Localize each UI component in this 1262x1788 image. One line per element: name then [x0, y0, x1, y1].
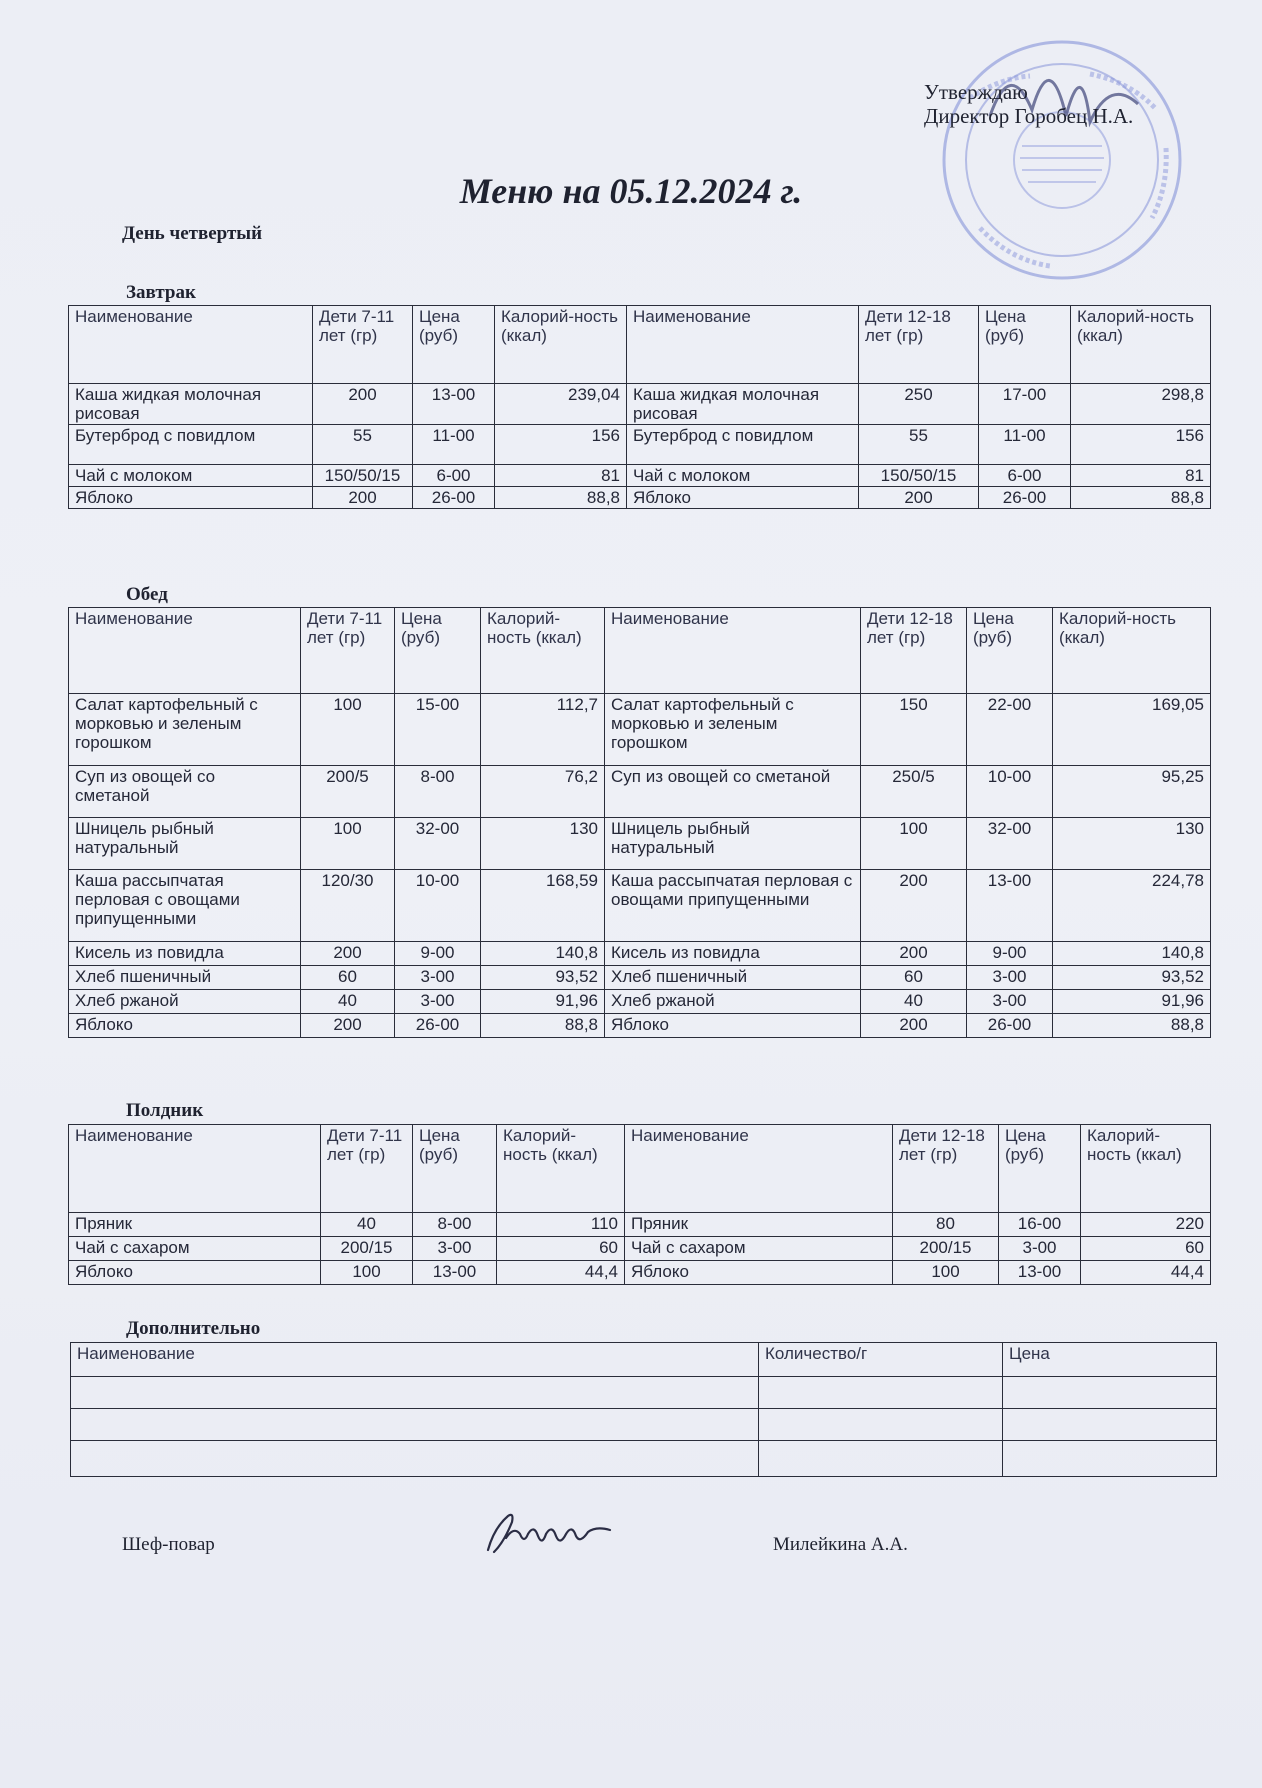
table-header-row [69, 1125, 1211, 1213]
price: 6-00 [979, 465, 1071, 487]
dish-name: Кисель из повидла [605, 942, 861, 966]
stamp-seal-icon [940, 38, 1185, 283]
col-header: Наименование [605, 608, 861, 694]
portion: 200/5 [301, 766, 395, 818]
calories: 60 [497, 1237, 625, 1261]
col-header: Наименование [69, 608, 301, 694]
table-row [69, 818, 1211, 870]
approval-director: Директор Горобец Н.А. [924, 104, 1134, 128]
col-header: Цена [1003, 1343, 1217, 1377]
approval-block [924, 80, 1133, 128]
col-header: Наименование [69, 306, 313, 384]
table-row [71, 1409, 1217, 1441]
table-row [69, 870, 1211, 942]
portion: 40 [301, 990, 395, 1014]
col-header: Дети 12-18 лет (гр) [859, 306, 979, 384]
dish-name: Хлеб ржаной [69, 990, 301, 1014]
portion: 250 [859, 384, 979, 425]
dish-name: Шницель рыбный натуральный [605, 818, 861, 870]
col-header: Дети 12-18 лет (гр) [893, 1125, 999, 1213]
portion: 200/15 [893, 1237, 999, 1261]
day-label: День четвертый [122, 223, 263, 244]
table-row [69, 487, 1211, 509]
calories: 168,59 [481, 870, 605, 942]
calories: 112,7 [481, 694, 605, 766]
calories: 88,8 [1053, 1014, 1211, 1038]
price: 8-00 [395, 766, 481, 818]
price: 10-00 [967, 766, 1053, 818]
table-row [71, 1441, 1217, 1477]
col-header: Наименование [625, 1125, 893, 1213]
price: 26-00 [395, 1014, 481, 1038]
table-row [69, 942, 1211, 966]
calories: 110 [497, 1213, 625, 1237]
price: 13-00 [413, 1261, 497, 1285]
calories: 88,8 [1071, 487, 1211, 509]
dish-name: Чай с сахаром [625, 1237, 893, 1261]
portion: 100 [893, 1261, 999, 1285]
empty-cell [759, 1441, 1003, 1477]
portion: 250/5 [861, 766, 967, 818]
dish-name: Каша жидкая молочная рисовая [627, 384, 859, 425]
dish-name: Яблоко [627, 487, 859, 509]
dish-name: Суп из овощей со сметаной [605, 766, 861, 818]
calories: 156 [495, 425, 627, 465]
portion: 200 [861, 942, 967, 966]
table-row [69, 425, 1211, 465]
portion: 200/15 [321, 1237, 413, 1261]
dish-name: Пряник [625, 1213, 893, 1237]
portion: 40 [321, 1213, 413, 1237]
portion: 200 [859, 487, 979, 509]
empty-cell [1003, 1409, 1217, 1441]
calories: 156 [1071, 425, 1211, 465]
portion: 150/50/15 [859, 465, 979, 487]
price: 15-00 [395, 694, 481, 766]
table-row [69, 694, 1211, 766]
calories: 44,4 [497, 1261, 625, 1285]
price: 17-00 [979, 384, 1071, 425]
dish-name: Каша рассыпчатая перловая с овощами припущенными [69, 870, 301, 942]
price: 3-00 [413, 1237, 497, 1261]
snack-label: Полдник [126, 1100, 204, 1121]
price: 22-00 [967, 694, 1053, 766]
dish-name: Яблоко [69, 1014, 301, 1038]
approval-line: Утверждаю [924, 80, 1028, 104]
portion: 120/30 [301, 870, 395, 942]
dish-name: Чай с молоком [627, 465, 859, 487]
col-header: Количество/г [759, 1343, 1003, 1377]
col-header: Наименование [69, 1125, 321, 1213]
table-row [71, 1377, 1217, 1409]
calories: 95,25 [1053, 766, 1211, 818]
signature-icon [484, 1508, 614, 1558]
calories: 239,04 [495, 384, 627, 425]
col-header: Цена (руб) [413, 306, 495, 384]
calories: 130 [1053, 818, 1211, 870]
portion: 150 [861, 694, 967, 766]
portion: 100 [301, 694, 395, 766]
portion: 200 [301, 1014, 395, 1038]
portion: 200 [313, 487, 413, 509]
dish-name: Салат картофельный с морковью и зеленым горошком [69, 694, 301, 766]
portion: 80 [893, 1213, 999, 1237]
table-row [69, 1237, 1211, 1261]
calories: 81 [495, 465, 627, 487]
price: 3-00 [967, 990, 1053, 1014]
dish-name: Суп из овощей со сметаной [69, 766, 301, 818]
col-header: Калорий-ность (ккал) [1071, 306, 1211, 384]
table-row [69, 990, 1211, 1014]
dish-name: Хлеб пшеничный [605, 966, 861, 990]
price: 26-00 [967, 1014, 1053, 1038]
calories: 44,4 [1081, 1261, 1211, 1285]
dish-name: Яблоко [69, 1261, 321, 1285]
col-header: Калорий-ность (ккал) [481, 608, 605, 694]
calories: 130 [481, 818, 605, 870]
price: 16-00 [999, 1213, 1081, 1237]
col-header: Дети 7-11 лет (гр) [301, 608, 395, 694]
calories: 81 [1071, 465, 1211, 487]
calories: 91,96 [1053, 990, 1211, 1014]
dish-name: Каша жидкая молочная рисовая [69, 384, 313, 425]
price: 3-00 [395, 966, 481, 990]
dish-name: Салат картофельный с морковью и зеленым горошком [605, 694, 861, 766]
col-header: Калорий-ность (ккал) [1081, 1125, 1211, 1213]
portion: 55 [313, 425, 413, 465]
calories: 76,2 [481, 766, 605, 818]
calories: 169,05 [1053, 694, 1211, 766]
empty-cell [759, 1409, 1003, 1441]
portion: 100 [861, 818, 967, 870]
empty-cell [759, 1377, 1003, 1409]
table-row [69, 1213, 1211, 1237]
portion: 60 [861, 966, 967, 990]
dish-name: Яблоко [605, 1014, 861, 1038]
lunch-table [68, 607, 1211, 1038]
price: 10-00 [395, 870, 481, 942]
price: 32-00 [395, 818, 481, 870]
calories: 93,52 [481, 966, 605, 990]
empty-cell [1003, 1441, 1217, 1477]
calories: 140,8 [481, 942, 605, 966]
portion: 100 [321, 1261, 413, 1285]
breakfast-table [68, 305, 1211, 509]
col-header: Цена (руб) [999, 1125, 1081, 1213]
calories: 91,96 [481, 990, 605, 1014]
dish-name: Бутерброд с повидлом [69, 425, 313, 465]
price: 11-00 [979, 425, 1071, 465]
dish-name: Пряник [69, 1213, 321, 1237]
lunch-label: Обед [126, 584, 168, 605]
portion: 200 [301, 942, 395, 966]
calories: 220 [1081, 1213, 1211, 1237]
portion: 200 [861, 870, 967, 942]
dish-name: Кисель из повидла [69, 942, 301, 966]
portion: 40 [861, 990, 967, 1014]
price: 8-00 [413, 1213, 497, 1237]
col-header: Калорий-ность (ккал) [1053, 608, 1211, 694]
col-header: Калорий-ность (ккал) [495, 306, 627, 384]
extra-table [70, 1342, 1217, 1477]
table-header-row [71, 1343, 1217, 1377]
col-header: Цена (руб) [979, 306, 1071, 384]
col-header: Калорий-ность (ккал) [497, 1125, 625, 1213]
calories: 88,8 [481, 1014, 605, 1038]
price: 3-00 [967, 966, 1053, 990]
price: 3-00 [395, 990, 481, 1014]
breakfast-label: Завтрак [126, 282, 196, 303]
empty-cell [71, 1377, 759, 1409]
portion: 150/50/15 [313, 465, 413, 487]
empty-cell [1003, 1377, 1217, 1409]
empty-cell [71, 1409, 759, 1441]
table-row [69, 1014, 1211, 1038]
col-header: Цена (руб) [413, 1125, 497, 1213]
price: 6-00 [413, 465, 495, 487]
chef-name: Милейкина А.А. [773, 1534, 908, 1555]
portion: 55 [859, 425, 979, 465]
price: 13-00 [967, 870, 1053, 942]
portion: 60 [301, 966, 395, 990]
dish-name: Чай с молоком [69, 465, 313, 487]
extra-label: Дополнительно [126, 1318, 261, 1339]
price: 9-00 [395, 942, 481, 966]
col-header: Дети 12-18 лет (гр) [861, 608, 967, 694]
empty-cell [71, 1441, 759, 1477]
price: 13-00 [999, 1261, 1081, 1285]
dish-name: Яблоко [69, 487, 313, 509]
price: 3-00 [999, 1237, 1081, 1261]
table-row [69, 384, 1211, 425]
col-header: Дети 7-11 лет (гр) [313, 306, 413, 384]
price: 11-00 [413, 425, 495, 465]
calories: 60 [1081, 1237, 1211, 1261]
col-header: Дети 7-11 лет (гр) [321, 1125, 413, 1213]
dish-name: Хлеб пшеничный [69, 966, 301, 990]
portion: 100 [301, 818, 395, 870]
col-header: Цена (руб) [395, 608, 481, 694]
dish-name: Каша рассыпчатая перловая с овощами припущенными [605, 870, 861, 942]
dish-name: Чай с сахаром [69, 1237, 321, 1261]
calories: 88,8 [495, 487, 627, 509]
price: 26-00 [979, 487, 1071, 509]
table-row [69, 1261, 1211, 1285]
table-row [69, 766, 1211, 818]
dish-name: Хлеб ржаной [605, 990, 861, 1014]
calories: 140,8 [1053, 942, 1211, 966]
chef-role: Шеф-повар [122, 1534, 215, 1555]
portion: 200 [861, 1014, 967, 1038]
price: 26-00 [413, 487, 495, 509]
col-header: Наименование [71, 1343, 759, 1377]
table-row [69, 966, 1211, 990]
table-row [69, 465, 1211, 487]
calories: 298,8 [1071, 384, 1211, 425]
dish-name: Яблоко [625, 1261, 893, 1285]
table-header-row [69, 306, 1211, 384]
dish-name: Шницель рыбный натуральный [69, 818, 301, 870]
price: 32-00 [967, 818, 1053, 870]
page-title: Меню на 05.12.2024 г. [459, 171, 803, 211]
portion: 200 [313, 384, 413, 425]
col-header: Цена (руб) [967, 608, 1053, 694]
table-header-row [69, 608, 1211, 694]
price: 9-00 [967, 942, 1053, 966]
col-header: Наименование [627, 306, 859, 384]
calories: 93,52 [1053, 966, 1211, 990]
dish-name: Бутерброд с повидлом [627, 425, 859, 465]
calories: 224,78 [1053, 870, 1211, 942]
snack-table [68, 1124, 1211, 1285]
price: 13-00 [413, 384, 495, 425]
